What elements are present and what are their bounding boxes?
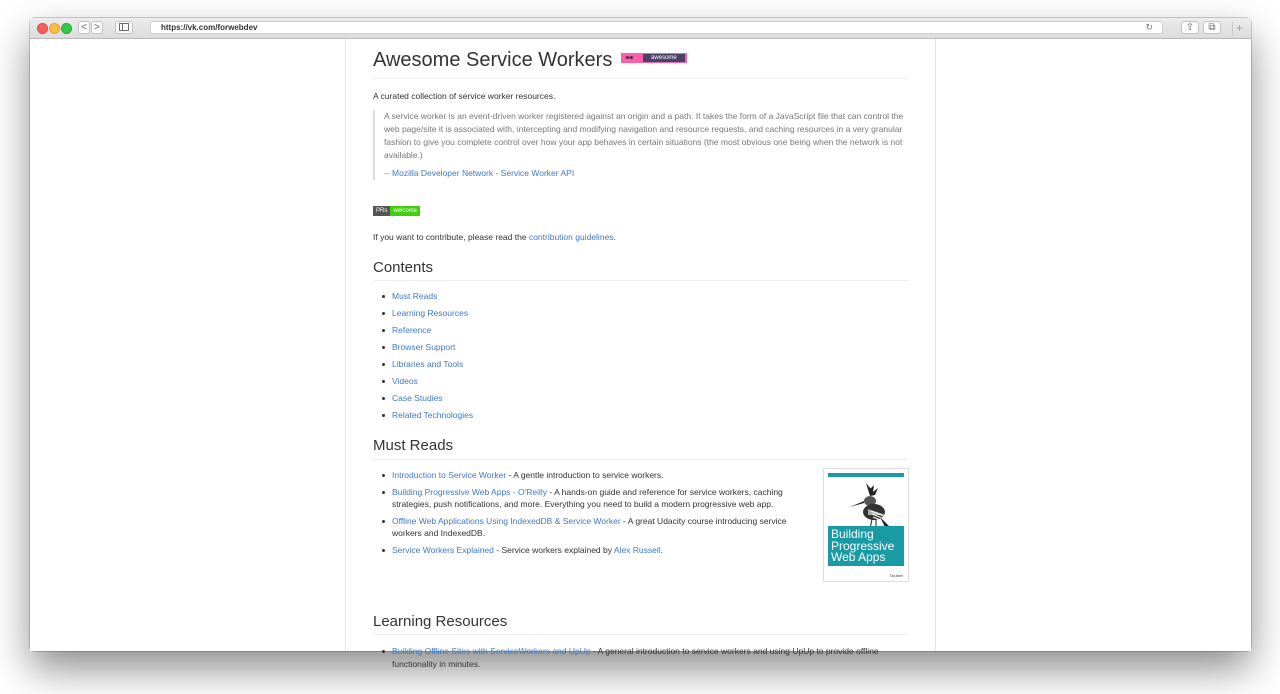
address-bar[interactable] [150, 21, 1163, 34]
sunglasses-icon: 🕶 [624, 55, 634, 62]
intro-text: A curated collection of service worker resources. [373, 91, 556, 101]
list-item-text: - A great Udacity course introducing service workers and IndexedDB. [392, 515, 787, 538]
contents-list [373, 288, 473, 424]
list-item-text: - A hands-on guide and reference for service workers, caching strategies, push notifications, and more. Everything you need to build a modern progressive web app. [392, 486, 783, 509]
list-item [373, 544, 813, 557]
list-item [373, 356, 473, 373]
reload-icon[interactable]: ↻ [1145, 22, 1153, 32]
list-item [373, 288, 473, 305]
learning-resources-heading: Learning Resources [373, 613, 508, 630]
list-item [373, 407, 473, 424]
contribute-prefix: If you want to contribute, please read the [373, 232, 529, 242]
awesome-badge-label: awesome [643, 54, 685, 62]
list-item-text: - A gentle introduction to service workers. [506, 470, 664, 480]
learning-resources-list [373, 645, 908, 670]
page-content [30, 39, 1251, 669]
toc-link-case-studies[interactable]: Case Studies [392, 393, 443, 403]
contents-divider [373, 280, 908, 281]
contents-heading: Contents [373, 259, 434, 276]
minimize-window-button[interactable] [49, 23, 60, 34]
toc-link-must-reads[interactable]: Must Reads [392, 291, 438, 301]
chevron-right-icon: > [94, 22, 100, 33]
url-text[interactable]: https://vk.com/forwebdev [161, 23, 258, 32]
toc-link-libraries-and-tools[interactable]: Libraries and Tools [392, 359, 464, 369]
browser-window [30, 18, 1251, 669]
contribution-guidelines-link[interactable]: contribution guidelines [528, 232, 614, 242]
page-title [373, 49, 687, 72]
alex-russell-link[interactable]: Alex Russell [613, 544, 661, 555]
must-reads-list [373, 469, 813, 556]
sidebar-icon [119, 23, 129, 31]
quote-text: A service worker is an event-driven worker registered against an origin and a path. It takes the form of a JavaScript file that can control the web page/site it is associated with, intercepting and modifying navigation and resource requests, and caching resources in a very granular fashion to give you complete control over how your app behaves in certain situations (the most obvious one being when the network is not available.) [384, 111, 904, 160]
list-item [373, 486, 813, 511]
quote-source-link[interactable]: -- Mozilla Developer Network - Service Worker API [384, 168, 575, 178]
list-item-text: . [660, 544, 664, 555]
book-publisher-band [828, 473, 904, 481]
list-item [373, 645, 908, 670]
service-workers-explained-link[interactable]: Service Workers Explained [392, 544, 494, 555]
intro-to-service-worker-link[interactable]: Introduction to Service Worker [392, 470, 507, 480]
book-cover-image[interactable] [823, 468, 909, 582]
awesome-badge[interactable] [621, 53, 687, 63]
chevron-left-icon: < [81, 22, 87, 33]
browser-toolbar [30, 18, 1251, 39]
book-publisher: O'REILLY [833, 477, 847, 481]
hoopoe-bird-icon [846, 479, 894, 531]
toc-link-learning-resources[interactable]: Learning Resources [392, 308, 469, 318]
close-window-button[interactable] [37, 23, 48, 34]
mdn-quote [373, 110, 908, 180]
back-button[interactable] [78, 21, 90, 34]
plus-icon: + [1235, 21, 1243, 35]
list-item [373, 305, 473, 322]
share-button[interactable] [1181, 21, 1199, 34]
page-title-text: Awesome Service Workers [373, 49, 613, 71]
list-item [373, 339, 473, 356]
toc-link-related-technologies[interactable]: Related Technologies [392, 410, 474, 420]
book-title-line: Progressive [831, 538, 895, 553]
share-icon: ⇧ [1185, 22, 1195, 33]
sidebar-toggle-button[interactable] [115, 21, 133, 34]
new-tab-button[interactable] [1232, 22, 1246, 35]
must-reads-divider [373, 459, 908, 460]
tabs-icon: ⧉ [1208, 22, 1216, 33]
show-tabs-button[interactable] [1203, 21, 1221, 34]
must-reads-heading: Must Reads [373, 437, 454, 454]
toc-link-reference[interactable]: Reference [392, 325, 432, 335]
book-author: Tal Ater [889, 573, 903, 578]
book-title [828, 526, 904, 566]
book-title-line: Web Apps [831, 550, 886, 564]
title-divider [373, 78, 908, 79]
list-item [373, 322, 473, 339]
contribute-suffix: . [613, 232, 616, 242]
list-item [373, 390, 473, 407]
list-item [373, 515, 813, 540]
list-item [373, 469, 813, 482]
learning-resources-divider [373, 634, 908, 635]
contribute-text [373, 231, 616, 243]
zoom-window-button[interactable] [61, 23, 72, 34]
list-item-text: - Service workers explained by [493, 544, 614, 555]
offline-web-apps-link[interactable]: Offline Web Applications Using IndexedDB & Service Worker [392, 515, 621, 526]
readme-article [345, 39, 936, 669]
building-pwa-link[interactable]: Building Progressive Web Apps - O'Reilly [392, 486, 548, 497]
list-item [373, 373, 473, 390]
book-title-line: Building [831, 527, 874, 541]
prs-badge-right: welcome [390, 206, 420, 216]
prs-welcome-badge[interactable] [373, 206, 420, 216]
toc-link-browser-support[interactable]: Browser Support [392, 342, 456, 352]
prs-badge-left: PRs [373, 206, 390, 216]
list-item-text: - A general introduction to service workers and using UpUp to provide offline functionality in minutes. [392, 646, 879, 669]
offline-sites-upup-link[interactable]: Building Offline Sites with ServiceWorkers and UpUp [392, 646, 591, 656]
toc-link-videos[interactable]: Videos [392, 376, 418, 386]
forward-button[interactable] [91, 21, 103, 34]
